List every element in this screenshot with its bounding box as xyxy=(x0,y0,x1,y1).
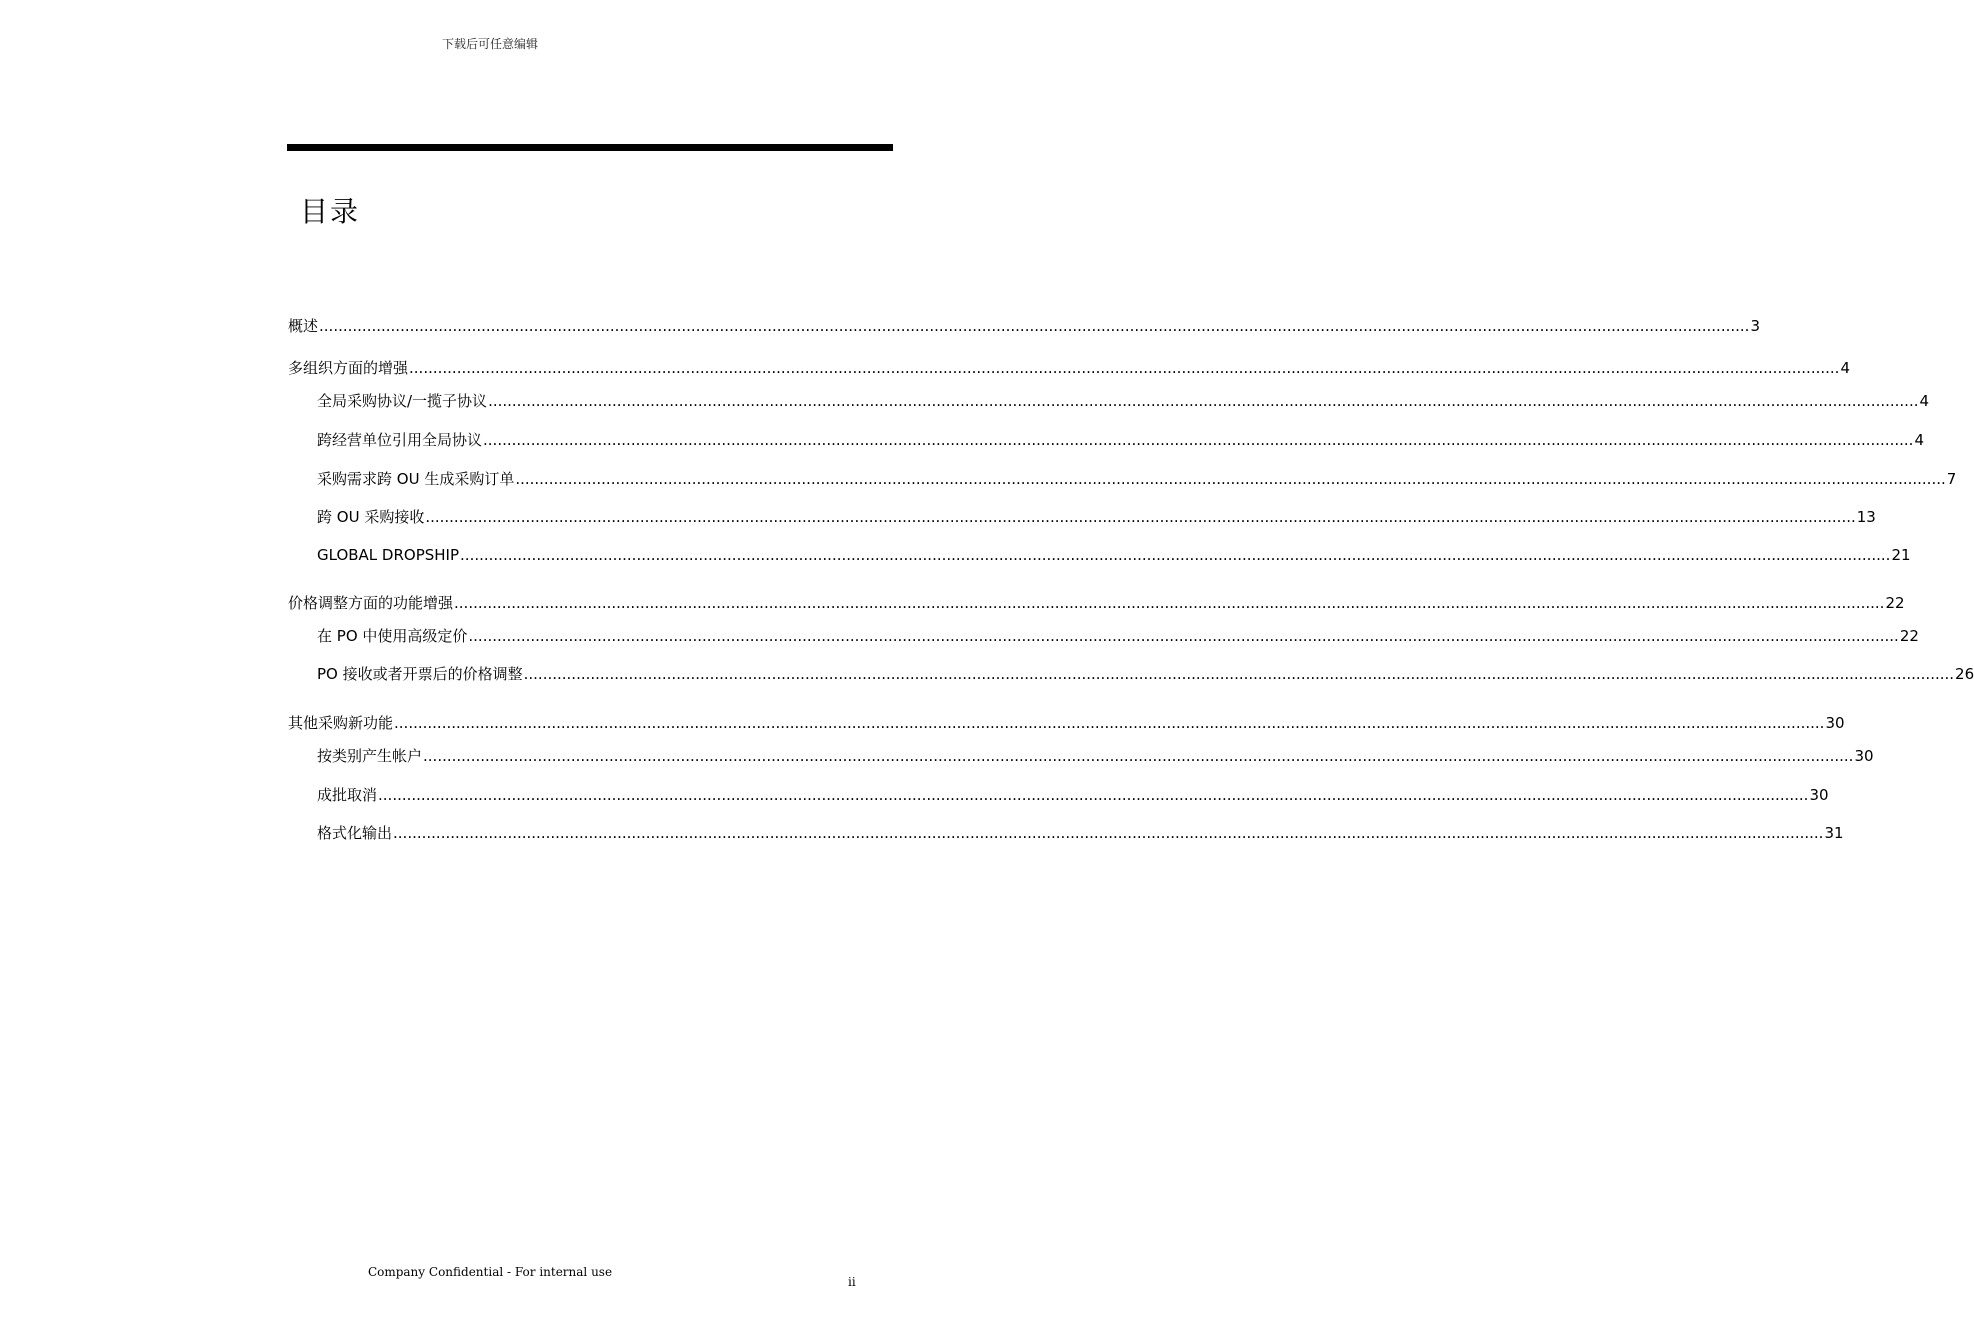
toc-entry-page: 7 xyxy=(1946,470,1957,488)
toc-entry[interactable] xyxy=(288,746,1874,766)
toc-entry-page: 30 xyxy=(1825,714,1845,732)
toc-entry[interactable] xyxy=(288,626,1919,646)
toc-entry-label: 采购需求跨 OU 生成采购订单 xyxy=(317,470,515,488)
toc-entry-leader: ............................................................................................................................................................................................................................................................................................................ xyxy=(423,747,1854,765)
toc-entry-page: 22 xyxy=(1885,594,1905,612)
toc-entry-page: 30 xyxy=(1809,786,1829,804)
toc-entry-page: 4 xyxy=(1840,359,1850,377)
toc-entry[interactable] xyxy=(288,430,1924,450)
page-number: ii xyxy=(848,1275,856,1289)
toc-entry[interactable] xyxy=(288,316,1760,336)
top-rule xyxy=(287,144,893,151)
toc-entry[interactable] xyxy=(288,785,1829,805)
toc-entry-leader: ............................................................................................................................................................................................................................................................................................................ xyxy=(378,786,1809,804)
toc-entry-leader: ............................................................................................................................................................................................................................................................................................................ xyxy=(468,627,1899,645)
toc-entry-page: 26 xyxy=(1955,665,1974,683)
toc-entry-label: GLOBAL DROPSHIP xyxy=(317,546,460,564)
toc-entry[interactable] xyxy=(288,469,1957,489)
toc-entry[interactable] xyxy=(288,823,1844,843)
toc-entry-leader: ............................................................................................................................................................................................................................................................................................................ xyxy=(394,714,1825,732)
toc-entry[interactable] xyxy=(288,664,1974,684)
toc-entry-label: 成批取消 xyxy=(317,786,378,804)
toc-entry-label: 多组织方面的增强 xyxy=(288,359,409,377)
toc-entry-leader: ............................................................................................................................................................................................................................................................................................................ xyxy=(409,359,1840,377)
toc-entry-page: 3 xyxy=(1750,317,1760,335)
toc-entry-label: 价格调整方面的功能增强 xyxy=(288,594,454,612)
toc-entry-leader: ............................................................................................................................................................................................................................................................................................................ xyxy=(523,665,1955,683)
toc-entry-label: 跨经营单位引用全局协议 xyxy=(317,431,483,449)
toc-entry[interactable] xyxy=(288,593,1905,613)
footer-note: Company Confidential - For internal use xyxy=(367,1265,613,1279)
toc-entry-leader: ............................................................................................................................................................................................................................................................................................................ xyxy=(393,824,1824,842)
toc-entry-page: 4 xyxy=(1914,431,1924,449)
toc-entry-page: 4 xyxy=(1919,392,1930,410)
toc-entry-leader: ............................................................................................................................................................................................................................................................................................................ xyxy=(483,431,1914,449)
toc-entry[interactable] xyxy=(288,358,1850,378)
toc-entry-label: 在 PO 中使用高级定价 xyxy=(317,627,468,645)
toc-entry[interactable] xyxy=(288,391,1930,411)
toc-entry-leader: ............................................................................................................................................................................................................................................................................................................ xyxy=(319,317,1750,335)
toc-entry-label: 跨 OU 采购接收 xyxy=(317,508,425,526)
toc-entry-label: 按类别产生帐户 xyxy=(317,747,423,765)
toc-entry-label: PO 接收或者开票后的价格调整 xyxy=(317,665,523,683)
toc-entry-leader: ............................................................................................................................................................................................................................................................................................................ xyxy=(454,594,1885,612)
toc-entry[interactable] xyxy=(288,545,1911,565)
toc-entry-label: 格式化输出 xyxy=(317,824,393,842)
toc-title: 目录 xyxy=(300,195,361,228)
toc-entry-page: 22 xyxy=(1899,627,1919,645)
toc-entry-label: 其他采购新功能 xyxy=(288,714,394,732)
toc-entry-page: 31 xyxy=(1824,824,1844,842)
toc-entry-leader: ............................................................................................................................................................................................................................................................................................................ xyxy=(515,470,1946,488)
toc-entry-page: 30 xyxy=(1854,747,1874,765)
toc-entry-label: 全局采购协议/一揽子协议 xyxy=(317,392,488,410)
toc-entry[interactable] xyxy=(288,713,1845,733)
toc-entry-label: 概述 xyxy=(288,317,319,335)
toc-entry-leader: ............................................................................................................................................................................................................................................................................................................ xyxy=(460,546,1891,564)
toc-entry-page: 13 xyxy=(1856,508,1876,526)
header-note: 下载后可任意编辑 xyxy=(441,37,538,51)
toc-entry[interactable] xyxy=(288,507,1876,527)
toc-entry-page: 21 xyxy=(1891,546,1911,564)
toc-entry-leader: ............................................................................................................................................................................................................................................................................................................ xyxy=(425,508,1856,526)
toc-entry-leader: ............................................................................................................................................................................................................................................................................................................ xyxy=(488,392,1919,410)
